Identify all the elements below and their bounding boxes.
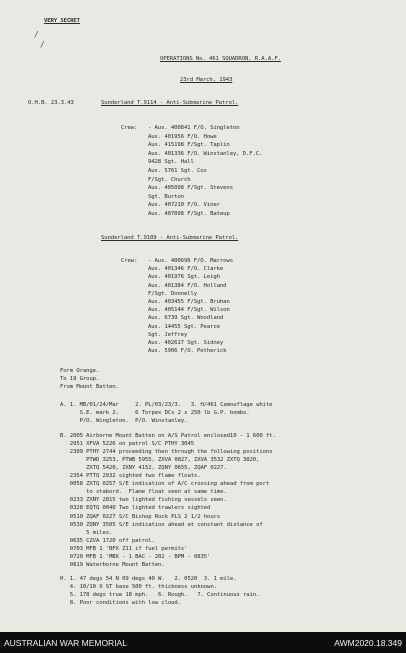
section-b-line: ZXTQ 5420, ZXNY 4152, ZQNY 0655, ZQAF 0227.: [60, 465, 227, 472]
crew-1-label: Crew:: [121, 125, 138, 131]
crew-member-line: Aus. 401956 F/O. Howe: [148, 133, 217, 140]
crew-member-line: Aus. 14455 Sgt. Pearce: [148, 323, 220, 330]
document-date: 23rd March, 1943: [180, 77, 233, 83]
section-a-line: A. 1. MB/01/24/Mar 2. PL/03/23/3. 3. H/461 Camouflage white: [60, 402, 273, 408]
section-b-line: 0328 EQTQ 0040 Two lighted trawlers sighted: [60, 505, 211, 512]
crew-member-line: Sgt. Burton: [148, 193, 184, 200]
section-a-line: S.E. mark 2. 6 Torpex DCs 2 x 250 lb G.P. bombs.: [60, 410, 250, 416]
crew-member-line: Aus. 403455 F/Sgt. Bruhan: [148, 299, 230, 305]
crew-member-line: - Aus. 400696 F/O. Marrows: [148, 258, 233, 264]
section-h-line: 4. 10/10 X ST base 500 ft. thickness unknown.: [60, 584, 217, 590]
document-title: OPERATIONS No. 461 SQUADRON, R.A.A.F.: [160, 56, 281, 62]
section-b-line: B. 2005 Airborne Mount Batten on A/S Patrol enclosed10 - 1 600 ft.: [60, 433, 276, 439]
section-b-line: 0703 MFB 1 'BFX Z11 if fuel permits': [60, 545, 188, 552]
crew-member-line: Aus. 6739 Sgt. Woodland: [148, 315, 224, 322]
handwritten-tick-mark: /: [34, 30, 39, 39]
crew-member-line: Aus. 401976 Sgt. Leigh: [148, 274, 220, 281]
crew-2-label: Crew:: [121, 258, 138, 264]
reference-code: O.H.B. 23.3.43: [28, 100, 74, 106]
crew-member-line: Aus. 5906 F/O. Petherick: [148, 348, 227, 355]
crew-member-line: Aus. 401336 F/O. Winstanley, D.F.C.: [148, 150, 263, 157]
section-h-line: 5. 178 degs true 18 mph. 6. Rough. 7. Continuous rain.: [60, 592, 260, 598]
crew-member-line: Aus. 402617 Sgt. Sidney: [148, 340, 224, 346]
crew-member-line: Aus. 407210 F/O. Viner: [148, 202, 220, 209]
crew-member-line: Aus. 401346 F/O. Clarke: [148, 266, 224, 273]
crew-member-line: - Aus. 400841 F/O. Singleton: [148, 125, 240, 131]
section-b-line: PTWD 3253, PTWB 5955, ZXVA 0827, ZXVA 3532 ZXTQ 3820,: [60, 457, 260, 464]
crew-member-line: Aus. 415198 F/Sgt. Taplin: [148, 142, 230, 149]
crew-member-line: 9428 Sgt. Hall: [148, 159, 194, 166]
section-b-line: 0233 ZXNY 2815 two lighted fishing vessels seen.: [60, 497, 227, 504]
form-line: From Mount Batten.: [60, 384, 119, 390]
crew-member-line: Aus. 405144 F/Sgt. Wilson: [148, 307, 230, 314]
section-b-line: 0530 ZQNY 3505 S/E indication ahead at constant distance of: [60, 521, 263, 528]
sortie-2-heading: Sunderland T.9109 - Anti-Submarine Patrol.: [101, 235, 239, 241]
crew-member-line: Sgt. Jeffrey: [148, 331, 188, 338]
section-b-line: 0058 ZXTQ 0257 S/E indication of A/C crossing ahead from port: [60, 481, 270, 488]
section-b-line: 2309 PTHY 2744 proceeding then through the following positions: [60, 449, 273, 456]
form-line: Form Orange.: [60, 368, 100, 374]
section-b-line: to stabord. Flame float seen at same time.: [60, 489, 227, 496]
crew-member-line: Aus. 401384 F/O. Holland: [148, 282, 227, 289]
crew-member-line: Aus. 407098 F/Sgt. Bateup: [148, 211, 230, 217]
footer-source: AUSTRALIAN WAR MEMORIAL: [4, 638, 127, 648]
section-b-line: 0720 MFB 1 'MBX - 1 BAC - 202 - BPM - 0835': [60, 553, 211, 560]
section-b-line: 2354 PTTQ 2932 sighted two flame floats.: [60, 473, 201, 480]
section-h-line: H. 1. 47 degs 54 N 09 degs 40 W. 2. 0520 3. 1 mile.: [60, 576, 237, 582]
classification-label: VERY SECRET: [44, 18, 80, 24]
crew-member-line: Aus. 5761 Sgt. Cox: [148, 168, 207, 174]
form-line: To 19 Group.: [60, 376, 100, 382]
section-b-line: 0635 CZVA 1720 off patrol.: [60, 537, 155, 544]
sortie-1-heading: Sunderland T.9114 - Anti-Submarine Patrol.: [101, 100, 239, 106]
section-b-line: 2051 XFVA 5226 on patrol S/C PTHY 3045: [60, 441, 194, 448]
handwritten-tick-mark: /: [40, 40, 45, 49]
footer-id: AWM2020.18.349: [334, 638, 402, 648]
crew-member-line: F/Sgt. Donnelly: [148, 290, 198, 297]
footer-bar: [0, 632, 406, 653]
section-b-line: 5 miles.: [60, 529, 113, 536]
crew-member-line: Aus. 405098 F/Sgt. Stevens: [148, 185, 233, 192]
crew-member-line: F/Sgt. Church: [148, 176, 191, 183]
section-b-line: 0510 ZQAF 0227 S/C Bishop Rock PLS 2 1/2 hours: [60, 513, 221, 520]
section-b-line: 0819 Waterborne Mount Batten.: [60, 561, 165, 568]
section-h-line: 8. Poor conditions with low cloud.: [60, 600, 181, 606]
section-a-line: P/O. Wingleton. P/O. Winstanley.: [60, 418, 188, 424]
